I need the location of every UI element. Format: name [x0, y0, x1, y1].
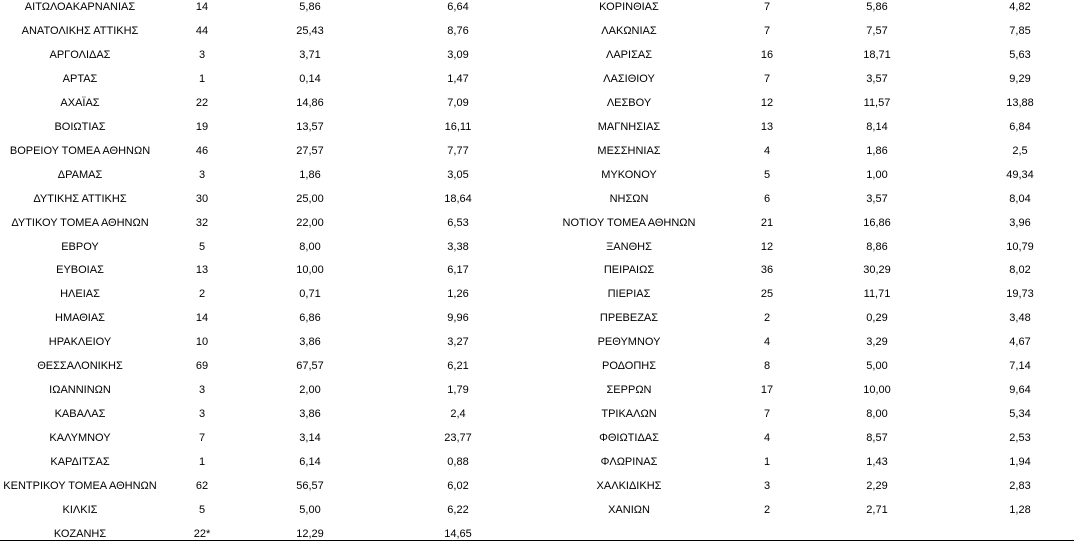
value-1-cell: 5,00 — [866, 360, 888, 372]
region-name-cell: ΗΡΑΚΛΕΙΟΥ — [48, 336, 112, 348]
count-cell: 3 — [763, 480, 771, 492]
value-2-cell: 7,14 — [1009, 360, 1031, 372]
value-2-cell: 3,38 — [447, 241, 469, 253]
count-cell: 1 — [198, 456, 206, 468]
value-1-cell: 2,00 — [299, 384, 321, 396]
region-name-cell: ΝΗΣΩΝ — [609, 193, 649, 205]
value-1-cell: 25,00 — [296, 193, 324, 205]
value-2-cell: 3,09 — [447, 49, 469, 61]
value-2-cell: 8,04 — [1009, 193, 1031, 205]
value-2-cell: 5,34 — [1009, 408, 1031, 420]
region-name-cell: ΑΡΓΟΛΙΔΑΣ — [49, 49, 111, 61]
value-1-cell: 3,86 — [299, 408, 321, 420]
value-1-cell: 3,14 — [299, 432, 321, 444]
value-1-cell: 6,14 — [299, 456, 321, 468]
value-2-cell: 6,53 — [447, 217, 469, 229]
count-cell: 2 — [198, 288, 206, 300]
region-name-cell: ΛΕΣΒΟΥ — [606, 97, 652, 109]
value-2-cell: 7,77 — [447, 145, 469, 157]
count-cell: 5 — [198, 504, 206, 516]
region-name-cell: ΙΩΑΝΝΙΝΩΝ — [49, 384, 111, 396]
region-name-cell: ΚΙΛΚΙΣ — [62, 504, 98, 516]
region-name-cell: ΝΟΤΙΟΥ ΤΟΜΕΑ ΑΘΗΝΩΝ — [562, 217, 696, 229]
value-2-cell: 2,83 — [1009, 480, 1031, 492]
value-1-cell: 1,86 — [299, 169, 321, 181]
count-cell: 13 — [195, 264, 209, 276]
value-1-cell: 8,57 — [866, 432, 888, 444]
value-1-cell: 30,29 — [863, 264, 891, 276]
value-1-cell: 3,29 — [866, 336, 888, 348]
count-cell: 1 — [198, 73, 206, 85]
value-1-cell: 0,71 — [299, 288, 321, 300]
value-2-cell: 3,05 — [447, 169, 469, 181]
value-1-cell: 1,00 — [866, 169, 888, 181]
region-name-cell: ΗΜΑΘΙΑΣ — [55, 312, 105, 324]
region-name-cell: ΑΝΑΤΟΛΙΚΗΣ ΑΤΤΙΚΗΣ — [21, 25, 139, 37]
region-name-cell: ΦΘΙΩΤΙΔΑΣ — [599, 432, 659, 444]
value-1-cell: 3,71 — [299, 49, 321, 61]
region-name-cell: ΔΥΤΙΚΟΥ ΤΟΜΕΑ ΑΘΗΝΩΝ — [11, 217, 149, 229]
count-cell: 3 — [198, 408, 206, 420]
count-cell: 3 — [198, 384, 206, 396]
region-name-cell: ΜΑΓΝΗΣΙΑΣ — [597, 121, 661, 133]
count-cell: 7 — [763, 25, 771, 37]
region-name-cell: ΚΑΒΑΛΑΣ — [54, 408, 106, 420]
region-name-cell: ΠΙΕΡΙΑΣ — [607, 288, 651, 300]
value-1-cell: 8,00 — [299, 241, 321, 253]
value-1-cell: 2,29 — [866, 480, 888, 492]
value-1-cell: 6,86 — [299, 312, 321, 324]
count-cell: 69 — [195, 360, 209, 372]
value-2-cell: 9,29 — [1009, 73, 1031, 85]
count-cell: 44 — [195, 25, 209, 37]
value-1-cell: 7,57 — [866, 25, 888, 37]
value-2-cell: 13,88 — [1006, 97, 1034, 109]
region-name-cell: ΒΟΡΕΙΟΥ ΤΟΜΕΑ ΑΘΗΝΩΝ — [9, 145, 151, 157]
count-cell: 46 — [195, 145, 209, 157]
value-2-cell: 3,27 — [447, 336, 469, 348]
region-name-cell: ΛΑΡΙΣΑΣ — [605, 49, 653, 61]
value-2-cell: 0,88 — [447, 456, 469, 468]
value-1-cell: 8,86 — [866, 241, 888, 253]
count-cell: 32 — [195, 217, 209, 229]
region-name-cell: ΑΙΤΩΛΟΑΚΑΡΝΑΝΙΑΣ — [24, 1, 136, 13]
count-cell: 4 — [763, 145, 771, 157]
value-2-cell: 1,94 — [1009, 456, 1031, 468]
value-1-cell: 10,00 — [296, 264, 324, 276]
value-1-cell: 25,43 — [296, 25, 324, 37]
region-name-cell: ΡΟΔΟΠΗΣ — [601, 360, 657, 372]
count-cell: 7 — [763, 408, 771, 420]
value-2-cell: 4,82 — [1009, 1, 1031, 13]
value-2-cell: 49,34 — [1006, 169, 1034, 181]
value-1-cell: 5,00 — [299, 504, 321, 516]
count-cell: 12 — [760, 97, 774, 109]
value-1-cell: 8,00 — [866, 408, 888, 420]
value-1-cell: 10,00 — [863, 384, 891, 396]
count-cell: 22 — [195, 97, 209, 109]
value-1-cell: 13,57 — [296, 121, 324, 133]
value-2-cell: 14,65 — [444, 528, 472, 540]
region-name-cell: ΔΡΑΜΑΣ — [57, 169, 103, 181]
value-2-cell: 1,28 — [1009, 504, 1031, 516]
count-cell: 8 — [763, 360, 771, 372]
value-2-cell: 1,79 — [447, 384, 469, 396]
count-cell: 6 — [763, 193, 771, 205]
value-2-cell: 10,79 — [1006, 241, 1034, 253]
count-cell: 36 — [760, 264, 774, 276]
region-name-cell: ΡΕΘΥΜΝΟΥ — [597, 336, 661, 348]
count-cell: 16 — [760, 49, 774, 61]
count-cell: 2 — [763, 312, 771, 324]
value-1-cell: 56,57 — [296, 480, 324, 492]
region-name-cell: ΚΑΡΔΙΤΣΑΣ — [50, 456, 110, 468]
region-name-cell: ΜΕΣΣΗΝΙΑΣ — [597, 145, 661, 157]
value-2-cell: 16,11 — [444, 121, 472, 133]
region-name-cell: ΛΑΣΙΘΙΟΥ — [603, 73, 655, 85]
region-name-cell: ΣΕΡΡΩΝ — [606, 384, 652, 396]
value-2-cell: 6,22 — [447, 504, 469, 516]
count-cell: 25 — [760, 288, 774, 300]
value-1-cell: 3,57 — [866, 193, 888, 205]
region-name-cell: ΚΟΡΙΝΘΙΑΣ — [599, 1, 659, 13]
value-1-cell: 0,29 — [866, 312, 888, 324]
region-name-cell: ΤΡΙΚΑΛΩΝ — [601, 408, 657, 420]
value-1-cell: 14,86 — [296, 97, 324, 109]
value-2-cell: 1,26 — [447, 288, 469, 300]
region-name-cell: ΧΑΝΙΩΝ — [608, 504, 650, 516]
value-1-cell: 1,43 — [866, 456, 888, 468]
region-name-cell: ΚΟΖΑΝΗΣ — [53, 528, 107, 540]
region-name-cell: ΦΛΩΡΙΝΑΣ — [600, 456, 658, 468]
value-2-cell: 8,76 — [447, 25, 469, 37]
region-name-cell: ΛΑΚΩΝΙΑΣ — [601, 25, 657, 37]
value-2-cell: 6,64 — [447, 1, 469, 13]
region-name-cell: ΗΛΕΙΑΣ — [60, 288, 100, 300]
count-cell: 7 — [763, 1, 771, 13]
region-name-cell: ΚΕΝΤΡΙΚΟΥ ΤΟΜΕΑ ΑΘΗΝΩΝ — [3, 480, 157, 492]
count-cell: 13 — [760, 121, 774, 133]
value-2-cell: 5,63 — [1009, 49, 1031, 61]
region-name-cell: ΠΕΙΡΑΙΩΣ — [603, 264, 655, 276]
value-2-cell: 7,85 — [1009, 25, 1031, 37]
bottom-divider — [0, 540, 1074, 541]
value-2-cell: 2,5 — [1012, 145, 1028, 157]
count-cell: 19 — [195, 121, 209, 133]
value-1-cell: 27,57 — [296, 145, 324, 157]
count-cell: 17 — [760, 384, 774, 396]
value-1-cell: 67,57 — [296, 360, 324, 372]
count-cell: 62 — [195, 480, 209, 492]
region-name-cell: ΒΟΙΩΤΙΑΣ — [54, 121, 106, 133]
value-1-cell: 11,71 — [863, 288, 891, 300]
region-name-cell: ΑΧΑΪΑΣ — [60, 97, 100, 109]
count-cell: 4 — [763, 336, 771, 348]
value-2-cell: 4,67 — [1009, 336, 1031, 348]
count-cell: 5 — [763, 169, 771, 181]
value-2-cell: 3,48 — [1009, 312, 1031, 324]
value-1-cell: 11,57 — [863, 97, 891, 109]
value-1-cell: 5,86 — [299, 1, 321, 13]
value-1-cell: 18,71 — [863, 49, 891, 61]
count-cell: 2 — [763, 504, 771, 516]
value-1-cell: 8,14 — [866, 121, 888, 133]
value-2-cell: 6,84 — [1009, 121, 1031, 133]
value-2-cell: 3,96 — [1009, 217, 1031, 229]
value-2-cell: 8,02 — [1009, 264, 1031, 276]
value-2-cell: 1,47 — [447, 73, 469, 85]
count-cell: 3 — [198, 169, 206, 181]
count-cell: 22* — [193, 528, 211, 540]
count-cell: 12 — [760, 241, 774, 253]
value-2-cell: 9,96 — [447, 312, 469, 324]
count-cell: 1 — [763, 456, 771, 468]
value-2-cell: 18,64 — [444, 193, 472, 205]
value-2-cell: 2,4 — [450, 408, 466, 420]
value-2-cell: 6,21 — [447, 360, 469, 372]
value-1-cell: 16,86 — [863, 217, 891, 229]
region-name-cell: ΧΑΛΚΙΔΙΚΗΣ — [596, 480, 662, 492]
count-cell: 7 — [198, 432, 206, 444]
count-cell: 21 — [760, 217, 774, 229]
count-cell: 14 — [195, 1, 209, 13]
value-1-cell: 3,86 — [299, 336, 321, 348]
value-1-cell: 0,14 — [299, 73, 321, 85]
count-cell: 5 — [198, 241, 206, 253]
count-cell: 4 — [763, 432, 771, 444]
value-1-cell: 22,00 — [296, 217, 324, 229]
value-2-cell: 19,73 — [1006, 288, 1034, 300]
value-1-cell: 2,71 — [866, 504, 888, 516]
value-2-cell: 23,77 — [444, 432, 472, 444]
count-cell: 14 — [195, 312, 209, 324]
region-name-cell: ΞΑΝΘΗΣ — [606, 241, 652, 253]
region-name-cell: ΔΥΤΙΚΗΣ ΑΤΤΙΚΗΣ — [33, 193, 127, 205]
value-1-cell: 12,29 — [296, 528, 324, 540]
region-name-cell: ΠΡΕΒΕΖΑΣ — [599, 312, 659, 324]
count-cell: 10 — [195, 336, 209, 348]
count-cell: 30 — [195, 193, 209, 205]
region-name-cell: ΜΥΚΟΝΟΥ — [601, 169, 657, 181]
region-name-cell: ΑΡΤΑΣ — [62, 73, 98, 85]
value-1-cell: 3,57 — [866, 73, 888, 85]
region-name-cell: ΕΒΡΟΥ — [61, 241, 99, 253]
value-1-cell: 1,86 — [866, 145, 888, 157]
value-2-cell: 7,09 — [447, 97, 469, 109]
value-1-cell: 5,86 — [866, 1, 888, 13]
value-2-cell: 2,53 — [1009, 432, 1031, 444]
region-name-cell: ΘΕΣΣΑΛΟΝΙΚΗΣ — [37, 360, 123, 372]
value-2-cell: 6,02 — [447, 480, 469, 492]
region-name-cell: ΕΥΒΟΙΑΣ — [56, 264, 104, 276]
region-name-cell: ΚΑΛΥΜΝΟΥ — [49, 432, 111, 444]
count-cell: 7 — [763, 73, 771, 85]
value-2-cell: 9,64 — [1009, 384, 1031, 396]
count-cell: 3 — [198, 49, 206, 61]
value-2-cell: 6,17 — [447, 264, 469, 276]
